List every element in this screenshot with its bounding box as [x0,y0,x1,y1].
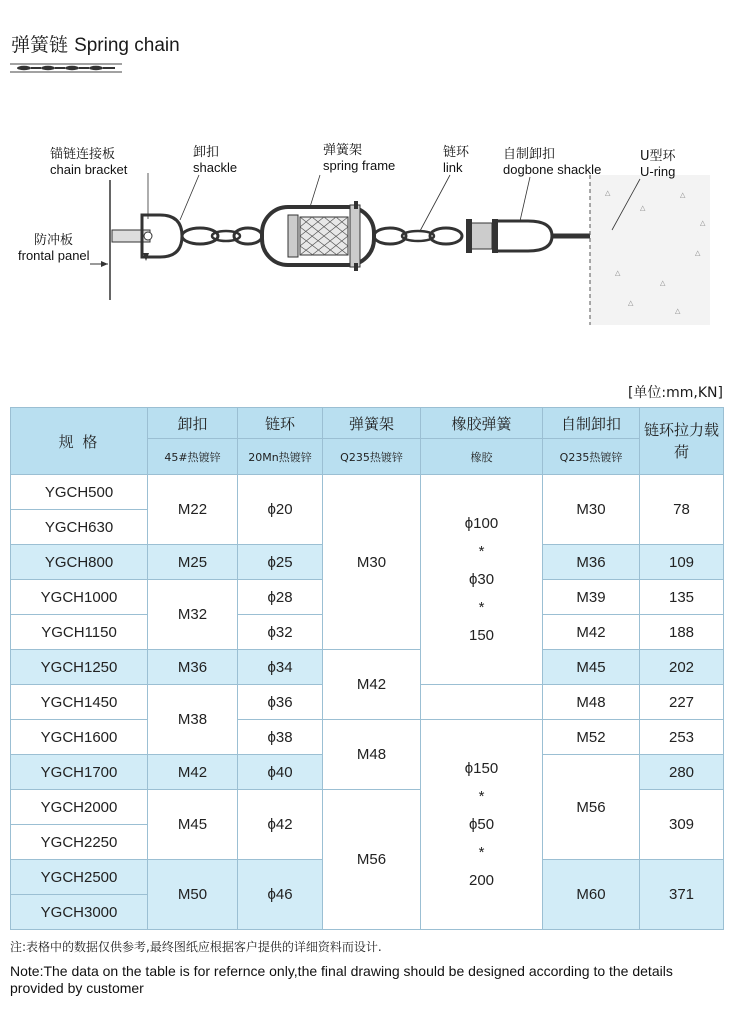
link-cell: ϕ46 [238,860,323,930]
load-cell: 78 [640,475,724,545]
shackle-cell: M38 [148,685,238,755]
rubber-star: * [478,843,485,861]
rubber-dia: ϕ150 [464,759,499,777]
label-shackle-zh: 卸扣 [193,145,220,160]
rubber-cell [421,720,543,930]
label-link [443,145,469,175]
shackle-cell: M32 [148,580,238,650]
model-cell: YGCH1600 [11,720,148,755]
svg-text:△: △ [680,191,686,199]
note-en: Note:The data on the table is for refernce only,the final drawing should be designed according to the details provided by customer [10,963,673,996]
rubber-inner: ϕ50 [468,815,495,833]
header-frame: 弹簧架 [323,408,421,439]
link-cell: ϕ25 [238,545,323,580]
shackle-cell: M25 [148,545,238,580]
svg-text:△: △ [615,269,621,277]
label-u-ring-zh: U型环 [640,149,676,164]
header-load: 链环拉力载荷 [640,408,724,475]
frame-cell: M48 [323,720,421,790]
header-shackle: 卸扣 [148,408,238,439]
model-cell: YGCH1700 [11,755,148,790]
label-link-en: link [443,160,463,175]
svg-text:△: △ [640,204,646,212]
shackle-cell: M45 [148,790,238,860]
rubber-length: 150 [468,626,495,644]
load-cell: 371 [640,860,724,930]
model-cell: YGCH3000 [11,895,148,930]
rubber-cell [421,685,543,720]
label-frontal-en: frontal panel [18,248,90,263]
chain-divider-icon [10,62,122,74]
subheader-shackle: 45#热镀锌 [148,439,238,475]
load-cell: 109 [640,545,724,580]
label-spring-frame-en: spring frame [323,158,396,173]
subheader-dogbone: Q235热镀锌 [543,439,640,475]
model-cell: YGCH2000 [11,790,148,825]
frame-cell: M30 [323,475,421,650]
dogbone-cell: M39 [543,580,640,615]
load-cell: 188 [640,615,724,650]
header-rubber: 橡胶弹簧 [421,408,543,439]
dogbone-cell: M60 [543,860,640,930]
label-spring-frame [323,143,395,173]
svg-text:△: △ [675,307,681,315]
dogbone-cell: M42 [543,615,640,650]
label-chain-bracket [50,147,127,177]
dogbone-cell: M48 [543,685,640,720]
load-cell: 253 [640,720,724,755]
label-link-zh: 链环 [443,145,470,160]
rubber-star: * [478,787,485,805]
rubber-star: * [478,598,485,616]
shackle-cell: M36 [148,650,238,685]
subheader-link: 20Mn热镀锌 [238,439,323,475]
header-link: 链环 [238,408,323,439]
model-cell: YGCH2250 [11,825,148,860]
load-cell: 135 [640,580,724,615]
label-u-ring-en: U-ring [640,164,676,179]
load-cell: 280 [640,755,724,790]
svg-text:△: △ [628,299,634,307]
link-cell: ϕ38 [238,720,323,755]
label-frontal-zh: 防冲板 [34,233,74,248]
link-cell: ϕ20 [238,475,323,545]
svg-text:△: △ [695,249,701,257]
svg-text:△: △ [660,279,666,287]
page-title [11,30,180,57]
load-cell: 309 [640,790,724,860]
label-dogbone-zh: 自制卸扣 [503,147,556,162]
rubber-star: * [478,542,485,560]
link-cell: ϕ36 [238,685,323,720]
link-cell: ϕ32 [238,615,323,650]
dogbone-cell: M56 [543,755,640,860]
load-cell: 202 [640,650,724,685]
link-cell: ϕ34 [238,650,323,685]
link-cell: ϕ42 [238,790,323,860]
spec-table [10,407,724,930]
svg-text:△: △ [605,189,611,197]
load-cell: 227 [640,685,724,720]
dogbone-cell: M36 [543,545,640,580]
model-cell: YGCH800 [11,545,148,580]
frame-cell: M42 [323,650,421,720]
label-dogbone-shackle [503,147,601,177]
dogbone-cell: M45 [543,650,640,685]
rubber-inner: ϕ30 [468,570,495,588]
title-zh: 弹簧链 [11,34,69,56]
link-cell: ϕ40 [238,755,323,790]
rubber-cell [421,475,543,685]
title-en: Spring chain [74,35,180,56]
shackle-cell: M50 [148,860,238,930]
label-dogbone-en: dogbone shackle [503,162,602,177]
subheader-frame: Q235热镀锌 [323,439,421,475]
model-cell: YGCH500 [11,475,148,510]
label-spring-frame-zh: 弹簧架 [323,143,363,158]
frame-cell: M56 [323,790,421,930]
subheader-rubber: 橡胶 [421,439,543,475]
unit-label: [单位:mm,KN] [627,385,723,401]
dogbone-cell: M52 [543,720,640,755]
model-cell: YGCH1450 [11,685,148,720]
label-chain-bracket-en: chain bracket [50,162,128,177]
spring-chain-diagram [0,135,735,335]
label-shackle [193,145,237,175]
label-chain-bracket-zh: 锚链连接板 [50,147,116,162]
dogbone-cell: M30 [543,475,640,545]
rubber-length: 200 [468,871,495,889]
shackle-cell: M42 [148,755,238,790]
label-shackle-en: shackle [193,160,238,175]
label-u-ring [640,149,676,179]
rubber-dia: ϕ100 [464,514,499,532]
model-cell: YGCH2500 [11,860,148,895]
model-cell: YGCH1000 [11,580,148,615]
label-frontal-panel [18,233,90,263]
header-dogbone: 自制卸扣 [543,408,640,439]
link-cell: ϕ28 [238,580,323,615]
model-cell: YGCH1250 [11,650,148,685]
header-spec: 规 格 [11,408,148,475]
shackle-cell: M22 [148,475,238,545]
svg-text:△: △ [700,219,706,227]
model-cell: YGCH1150 [11,615,148,650]
model-cell: YGCH630 [11,510,148,545]
note-zh: 注:表格中的数据仅供参考,最终图纸应根据客户提供的详细资料而设计. [10,940,382,954]
